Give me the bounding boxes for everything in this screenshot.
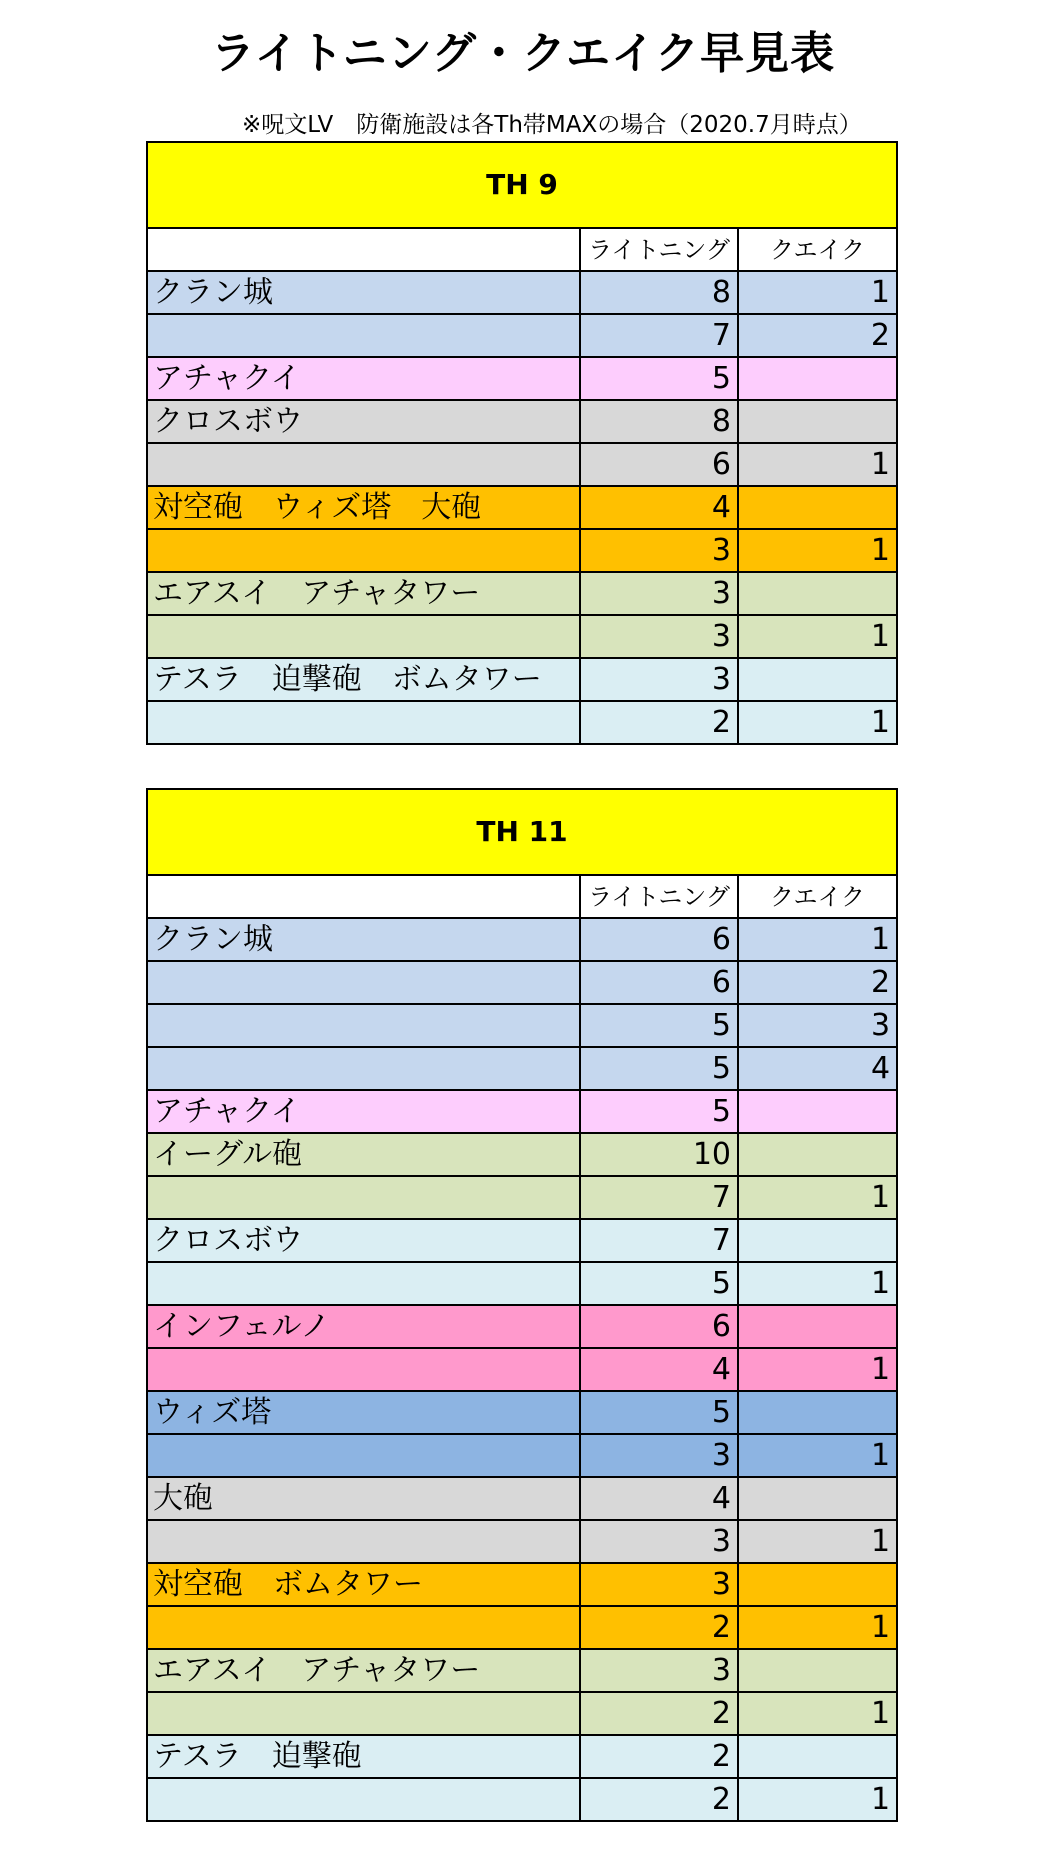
lightning-count-cell: 5 [580,1047,738,1090]
table-row [147,529,897,572]
lightning-count-cell: 4 [580,1477,738,1520]
quake-count-cell: 1 [738,1262,897,1305]
quake-count-cell: 1 [738,701,897,744]
quake-count-cell: 1 [738,1434,897,1477]
table-row [147,1563,897,1606]
lightning-count-cell: 5 [580,1391,738,1434]
building-name-cell: インフェルノ [147,1305,580,1348]
quake-count-cell: 1 [738,1692,897,1735]
lightning-count-cell: 8 [580,271,738,314]
building-name-cell [147,1004,580,1047]
building-name-cell: クロスボウ [147,1219,580,1262]
column-header-quake: クエイク [738,228,897,271]
building-name-cell: エアスイ アチャタワー [147,572,580,615]
lightning-count-cell: 3 [580,658,738,701]
lightning-count-cell: 3 [580,1563,738,1606]
lightning-count-cell: 2 [580,1778,738,1821]
table-row [147,1778,897,1821]
lightning-count-cell: 7 [580,1219,738,1262]
quake-count-cell [738,1477,897,1520]
lightning-count-cell: 5 [580,1090,738,1133]
table-row [147,1305,897,1348]
table-row [147,1735,897,1778]
column-header-row [147,875,897,918]
table-row [147,1606,897,1649]
lightning-count-cell: 3 [580,1434,738,1477]
building-name-cell [147,1606,580,1649]
table-row [147,1692,897,1735]
column-header-target [147,228,580,271]
table-row [147,1477,897,1520]
building-name-cell [147,529,580,572]
building-name-cell: ウィズ塔 [147,1391,580,1434]
quake-count-cell [738,1649,897,1692]
quake-count-cell: 1 [738,1348,897,1391]
lightning-count-cell: 6 [580,443,738,486]
table-row [147,1047,897,1090]
building-name-cell: アチャクイ [147,1090,580,1133]
table-row [147,572,897,615]
lightning-count-cell: 3 [580,615,738,658]
building-name-cell [147,443,580,486]
column-header-lightning: ライトニング [580,228,738,271]
lightning-count-cell: 6 [580,961,738,1004]
quake-count-cell: 1 [738,1520,897,1563]
lightning-count-cell: 3 [580,1649,738,1692]
quake-count-cell [738,1133,897,1176]
quake-count-cell: 1 [738,1606,897,1649]
quake-count-cell: 1 [738,529,897,572]
lightning-count-cell: 6 [580,918,738,961]
building-name-cell: イーグル砲 [147,1133,580,1176]
building-name-cell [147,1047,580,1090]
table-row [147,1649,897,1692]
table-row [147,1434,897,1477]
lightning-count-cell: 2 [580,701,738,744]
table-heading: TH 9 [147,142,897,228]
building-name-cell: クラン城 [147,271,580,314]
column-header-target [147,875,580,918]
table-row [147,271,897,314]
table-row [147,1262,897,1305]
quake-count-cell [738,1305,897,1348]
lightning-count-cell: 2 [580,1606,738,1649]
lightning-count-cell: 2 [580,1735,738,1778]
quake-count-cell: 1 [738,615,897,658]
building-name-cell [147,1176,580,1219]
quake-count-cell [738,400,897,443]
building-name-cell: クロスボウ [147,400,580,443]
th9-table [146,141,898,745]
table-row [147,961,897,1004]
lightning-count-cell: 5 [580,1004,738,1047]
lightning-count-cell: 8 [580,400,738,443]
table-row [147,701,897,744]
building-name-cell: 対空砲 ボムタワー [147,1563,580,1606]
quake-count-cell [738,658,897,701]
th11-table [146,788,898,1822]
lightning-count-cell: 7 [580,314,738,357]
quake-count-cell [738,1735,897,1778]
table-row [147,486,897,529]
quake-count-cell: 1 [738,1176,897,1219]
lightning-count-cell: 5 [580,357,738,400]
table-row [147,357,897,400]
building-name-cell [147,1348,580,1391]
quake-count-cell: 1 [738,443,897,486]
lightning-count-cell: 6 [580,1305,738,1348]
table-row [147,1004,897,1047]
lightning-count-cell: 5 [580,1262,738,1305]
table-row [147,918,897,961]
building-name-cell: 大砲 [147,1477,580,1520]
building-name-cell: テスラ 迫撃砲 [147,1735,580,1778]
table-row [147,1391,897,1434]
building-name-cell: エアスイ アチャタワー [147,1649,580,1692]
column-header-row [147,228,897,271]
lightning-count-cell: 10 [580,1133,738,1176]
column-header-lightning: ライトニング [580,875,738,918]
quake-count-cell: 1 [738,1778,897,1821]
lightning-count-cell: 3 [580,529,738,572]
table-row [147,1219,897,1262]
table-row [147,1090,897,1133]
quake-count-cell [738,357,897,400]
spell-level-note: ※呪文LV 防衛施設は各Th帯MAXの場合（2020.7月時点） [242,112,862,138]
table-row [147,1348,897,1391]
table-row [147,1133,897,1176]
quake-count-cell [738,572,897,615]
table-row [147,1520,897,1563]
building-name-cell: テスラ 迫撃砲 ボムタワー [147,658,580,701]
quake-count-cell [738,486,897,529]
table-row [147,314,897,357]
lightning-count-cell: 7 [580,1176,738,1219]
lightning-count-cell: 3 [580,572,738,615]
table-row [147,658,897,701]
table-row [147,1176,897,1219]
table-row [147,615,897,658]
quake-count-cell: 4 [738,1047,897,1090]
page-title: ライトニング・クエイク早見表 [210,28,836,79]
building-name-cell [147,1262,580,1305]
quake-count-cell [738,1563,897,1606]
building-name-cell: アチャクイ [147,357,580,400]
table-heading: TH 11 [147,789,897,875]
quake-count-cell: 3 [738,1004,897,1047]
building-name-cell [147,615,580,658]
lightning-count-cell: 4 [580,1348,738,1391]
building-name-cell [147,701,580,744]
building-name-cell [147,1520,580,1563]
building-name-cell [147,314,580,357]
building-name-cell [147,1778,580,1821]
quake-count-cell [738,1219,897,1262]
table-row [147,443,897,486]
building-name-cell [147,961,580,1004]
building-name-cell: クラン城 [147,918,580,961]
lightning-count-cell: 2 [580,1692,738,1735]
quake-count-cell: 2 [738,961,897,1004]
lightning-count-cell: 4 [580,486,738,529]
lightning-count-cell: 3 [580,1520,738,1563]
building-name-cell [147,1434,580,1477]
quake-count-cell [738,1391,897,1434]
table-row [147,400,897,443]
quake-count-cell: 2 [738,314,897,357]
building-name-cell: 対空砲 ウィズ塔 大砲 [147,486,580,529]
quake-count-cell [738,1090,897,1133]
column-header-quake: クエイク [738,875,897,918]
quake-count-cell: 1 [738,271,897,314]
building-name-cell [147,1692,580,1735]
quake-count-cell: 1 [738,918,897,961]
